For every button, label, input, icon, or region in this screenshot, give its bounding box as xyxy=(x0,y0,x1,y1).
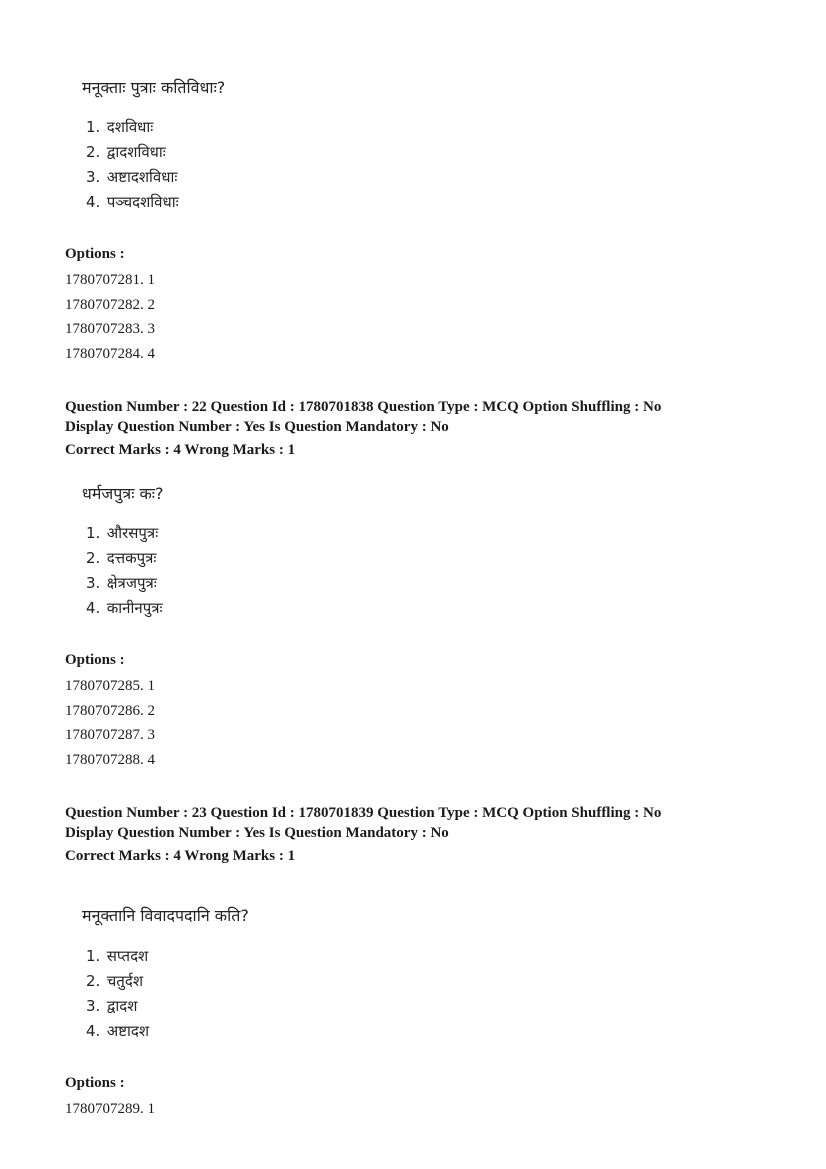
question-meta-line: Question Number : 22 Question Id : 1780701838 Question Type : MCQ Option Shuffling : No xyxy=(65,399,662,415)
answer-choices xyxy=(86,944,149,1044)
choice-number: 4. xyxy=(86,193,101,211)
choice-number: 2. xyxy=(86,972,101,990)
question-meta-line: Display Question Number : Yes Is Question Mandatory : No xyxy=(65,825,449,841)
options-heading: Options : xyxy=(65,652,125,668)
choice-label: औरसपुत्रः xyxy=(106,524,159,542)
option-id-row: 1780707284. 4 xyxy=(65,346,155,363)
choice-number: 1. xyxy=(86,947,101,965)
choice-label: द्वादश xyxy=(106,997,138,1015)
answer-choice xyxy=(86,994,149,1019)
option-id-row: 1780707285. 1 xyxy=(65,678,155,694)
option-id-row: 1780707283. 3 xyxy=(65,321,155,338)
choice-number: 2. xyxy=(86,143,101,161)
option-id-row: 1780707281. 1 xyxy=(65,272,155,288)
choice-number: 3. xyxy=(86,574,101,592)
question-text: मनूक्तानि विवादपदानि कति? xyxy=(82,906,249,925)
choice-label: अष्टादशविधाः xyxy=(106,168,178,186)
option-id-list xyxy=(65,268,155,367)
question-text: धर्मजपुत्रः कः? xyxy=(82,484,164,503)
answer-choice xyxy=(86,546,163,571)
option-id-row: 1780707286. 2 xyxy=(65,702,155,719)
option-id-row: 1780707289. 1 xyxy=(65,1101,155,1117)
answer-choice xyxy=(86,596,163,621)
choice-label: सप्तदश xyxy=(106,947,149,965)
question-meta xyxy=(65,803,661,866)
choice-number: 1. xyxy=(86,524,101,542)
options-heading: Options : xyxy=(65,1075,125,1091)
option-id-list xyxy=(65,1097,155,1122)
choice-number: 4. xyxy=(86,1022,101,1040)
choice-label: कानीनपुत्रः xyxy=(106,599,163,617)
option-id-row: 1780707282. 2 xyxy=(65,296,155,313)
answer-choice xyxy=(86,190,179,215)
choice-label: दत्तकपुत्रः xyxy=(106,549,157,567)
choice-label: क्षेत्रजपुत्रः xyxy=(106,574,157,592)
answer-choice xyxy=(86,969,149,994)
question-marks-line: Correct Marks : 4 Wrong Marks : 1 xyxy=(65,848,296,864)
choice-label: दशविधाः xyxy=(106,118,154,136)
answer-choice xyxy=(86,571,163,596)
answer-choice xyxy=(86,115,179,140)
answer-choice xyxy=(86,521,163,546)
question-marks-line: Correct Marks : 4 Wrong Marks : 1 xyxy=(65,442,296,458)
choice-number: 4. xyxy=(86,599,101,617)
option-id-row: 1780707287. 3 xyxy=(65,727,155,744)
choice-number: 1. xyxy=(86,118,101,136)
choice-label: पञ्चदशविधाः xyxy=(106,193,179,211)
question-meta xyxy=(65,397,661,460)
answer-choices xyxy=(86,521,163,621)
answer-choices xyxy=(86,115,179,215)
options-heading: Options : xyxy=(65,246,125,262)
choice-label: अष्टादश xyxy=(106,1022,150,1040)
option-id-row: 1780707288. 4 xyxy=(65,752,155,769)
answer-choice xyxy=(86,944,149,969)
choice-number: 3. xyxy=(86,997,101,1015)
answer-choice xyxy=(86,1019,149,1044)
answer-choice xyxy=(86,165,179,190)
choice-label: द्वादशविधाः xyxy=(106,143,166,161)
question-meta-line: Question Number : 23 Question Id : 1780701839 Question Type : MCQ Option Shuffling : No xyxy=(65,805,662,821)
choice-number: 2. xyxy=(86,549,101,567)
answer-choice xyxy=(86,140,179,165)
question-meta-line: Display Question Number : Yes Is Question Mandatory : No xyxy=(65,419,449,435)
question-text: मनूक्ताः पुत्राः कतिविधाः? xyxy=(82,78,226,97)
choice-label: चतुर्दश xyxy=(106,972,144,990)
option-id-list xyxy=(65,674,155,773)
choice-number: 3. xyxy=(86,168,101,186)
